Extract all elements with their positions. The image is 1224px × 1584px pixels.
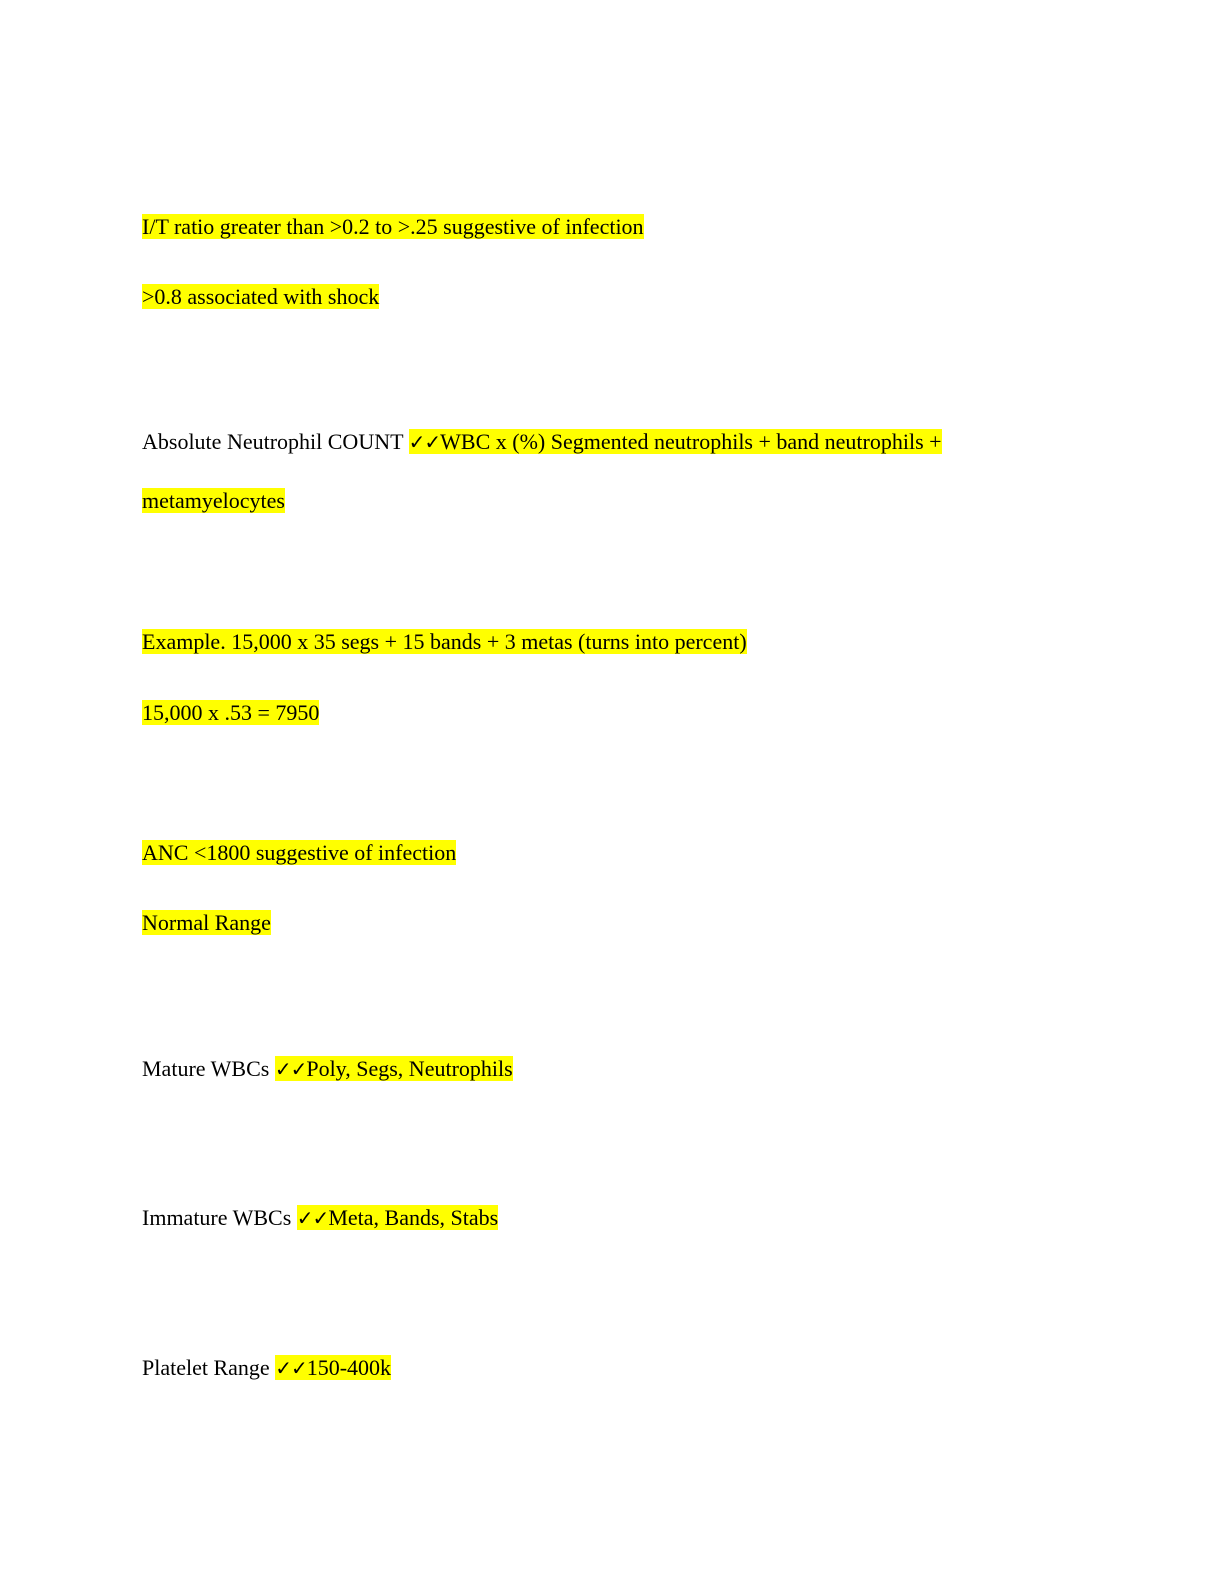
shock-text: >0.8 associated with shock bbox=[142, 284, 380, 309]
normal-range-text: Normal Range bbox=[142, 910, 271, 935]
anc-definition-line bbox=[142, 428, 942, 456]
platelet-range-term: Platelet Range bbox=[142, 1355, 270, 1380]
double-check-icon: ✓✓ bbox=[275, 1356, 307, 1380]
immature-wbcs-term: Immature WBCs bbox=[142, 1205, 292, 1230]
immature-wbcs-line bbox=[142, 1204, 498, 1232]
example-text: Example. 15,000 x 35 segs + 15 bands + 3 metas (turns into percent) bbox=[142, 629, 747, 654]
anc-term: Absolute Neutrophil COUNT bbox=[142, 429, 404, 454]
double-check-icon: ✓✓ bbox=[274, 1057, 307, 1081]
anc-threshold-text: ANC <1800 suggestive of infection bbox=[142, 840, 457, 865]
mature-wbcs-definition: Poly, Segs, Neutrophils bbox=[306, 1056, 513, 1081]
double-check-icon: ✓✓ bbox=[296, 1206, 329, 1230]
example-line bbox=[142, 628, 747, 656]
platelet-range-definition: 150-400k bbox=[306, 1355, 392, 1380]
calculation-line bbox=[142, 699, 319, 727]
calculation-text: 15,000 x .53 = 7950 bbox=[142, 700, 320, 725]
shock-line bbox=[142, 283, 379, 311]
it-ratio-text: I/T ratio greater than >0.2 to >.25 suggestive of infection bbox=[142, 214, 644, 239]
double-check-icon: ✓✓ bbox=[408, 430, 441, 454]
anc-definition-continued: metamyelocytes bbox=[142, 488, 285, 513]
normal-range-line bbox=[142, 909, 271, 937]
anc-definition-continued-line bbox=[142, 487, 285, 515]
mature-wbcs-line bbox=[142, 1055, 513, 1083]
anc-definition: WBC x (%) Segmented neutrophils + band neutrophils + bbox=[440, 429, 942, 454]
mature-wbcs-term: Mature WBCs bbox=[142, 1056, 270, 1081]
anc-threshold-line bbox=[142, 839, 456, 867]
it-ratio-line bbox=[142, 213, 644, 241]
platelet-range-line bbox=[142, 1354, 391, 1382]
immature-wbcs-definition: Meta, Bands, Stabs bbox=[328, 1205, 499, 1230]
